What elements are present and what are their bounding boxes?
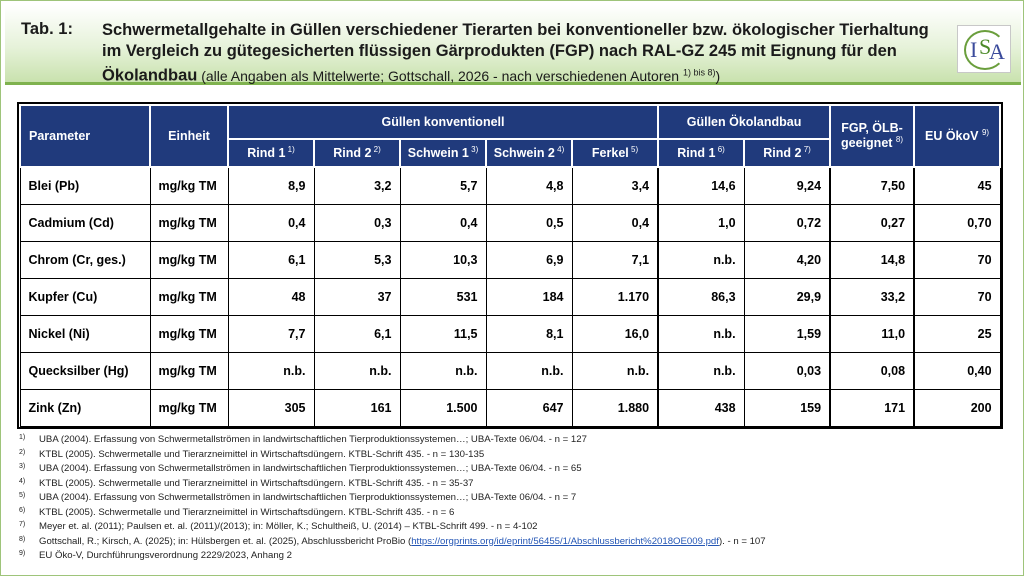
value-cell: 6,9 <box>486 241 572 278</box>
value-cell: 37 <box>314 278 400 315</box>
table-row <box>20 204 1000 241</box>
footnote: 8) Gottschall, R.; Kirsch, A. (2025); in: Hülsbergen et. al. (2025), Abschlussbericht ProBio (https://orgprints.org/id/eprint/56455/1/Abschlussbericht%2018OE009.pdf). - n = 107 <box>19 535 766 547</box>
value-cell: 14,8 <box>830 241 914 278</box>
footnote: 4) KTBL (2005). Schwermetalle und Tierarzneimittel in Wirtschaftsdüngern. KTBL-Schrift 435. - n = 35-37 <box>19 477 474 489</box>
value-cell: 86,3 <box>658 278 744 315</box>
title-header <box>5 5 1021 85</box>
value-cell: n.b. <box>486 352 572 389</box>
value-cell: n.b. <box>658 315 744 352</box>
value-cell: 6,1 <box>314 315 400 352</box>
title-note: (alle Angaben als Mittelwerte; Gottschall, 2026 - nach verschiedenen Autoren $^{1) bis 8)}$) <box>197 67 721 84</box>
isa-logo <box>957 25 1011 73</box>
value-cell: 1,59 <box>744 315 830 352</box>
value-cell: 6,1 <box>228 241 314 278</box>
unit-cell: mg/kg TM <box>150 315 228 352</box>
value-cell: 45 <box>914 167 1000 204</box>
value-cell: 159 <box>744 389 830 426</box>
value-cell: n.b. <box>572 352 658 389</box>
table-row <box>20 278 1000 315</box>
header-fgp: FGP, ÖLB-geeignet $^{8)}$ <box>830 105 914 167</box>
value-cell: 0,70 <box>914 204 1000 241</box>
footnote: 6) KTBL (2005). Schwermetalle und Tierarzneimittel in Wirtschaftsdüngern. KTBL-Schrift 435. - n = 6 <box>19 506 455 518</box>
header-column-5: Ferkel $^{5)}$ <box>572 139 658 167</box>
value-cell: 647 <box>486 389 572 426</box>
unit-cell: mg/kg TM <box>150 278 228 315</box>
value-cell: 438 <box>658 389 744 426</box>
footnote: 1) UBA (2004). Erfassung von Schwermetallströmen in landwirtschaftlichen Tierproduktionssystemen…; UBA-Texte 06/04. - n = 127 <box>19 434 587 445</box>
heavy-metal-table <box>19 104 1001 427</box>
value-cell: 25 <box>914 315 1000 352</box>
parameter-cell: Kupfer (Cu) <box>20 278 150 315</box>
table-row <box>20 389 1000 426</box>
header-einheit: Einheit <box>150 105 228 167</box>
value-cell: 8,9 <box>228 167 314 204</box>
header-eu-oekov: EU ÖkoV $^{9)}$ <box>914 105 1000 167</box>
value-cell: 0,4 <box>572 204 658 241</box>
unit-cell: mg/kg TM <box>150 241 228 278</box>
header-parameter: Parameter <box>20 105 150 167</box>
table-row <box>20 241 1000 278</box>
header-column-6: Rind 1 $^{6)}$ <box>658 139 744 167</box>
parameter-cell: Zink (Zn) <box>20 389 150 426</box>
value-cell: 7,50 <box>830 167 914 204</box>
value-cell: 4,8 <box>486 167 572 204</box>
unit-cell: mg/kg TM <box>150 389 228 426</box>
value-cell: 200 <box>914 389 1000 426</box>
value-cell: 11,0 <box>830 315 914 352</box>
header-group-konventionell: Güllen konventionell <box>228 105 658 139</box>
value-cell: 171 <box>830 389 914 426</box>
value-cell: 531 <box>400 278 486 315</box>
parameter-cell: Chrom (Cr, ges.) <box>20 241 150 278</box>
value-cell: 33,2 <box>830 278 914 315</box>
value-cell: 184 <box>486 278 572 315</box>
value-cell: 3,2 <box>314 167 400 204</box>
value-cell: 161 <box>314 389 400 426</box>
header-column-7: Rind 2 $^{7)}$ <box>744 139 830 167</box>
value-cell: 7,1 <box>572 241 658 278</box>
header-column-4: Schwein 2 $^{4)}$ <box>486 139 572 167</box>
value-cell: 14,6 <box>658 167 744 204</box>
table-row <box>20 167 1000 204</box>
parameter-cell: Nickel (Ni) <box>20 315 150 352</box>
value-cell: 29,9 <box>744 278 830 315</box>
value-cell: 70 <box>914 278 1000 315</box>
value-cell: 16,0 <box>572 315 658 352</box>
value-cell: 0,3 <box>314 204 400 241</box>
header-column-3: Schwein 1 $^{3)}$ <box>400 139 486 167</box>
unit-cell: mg/kg TM <box>150 352 228 389</box>
value-cell: 0,03 <box>744 352 830 389</box>
logo-letter-s: S <box>979 34 992 59</box>
title-bold: Schwermetallgehalte in Güllen verschiedener Tierarten bei konventioneller bzw. ökologischer Tierhaltung im Vergleich zu gütegesicherten flüssigen Gärprodukten (FGP) nach RAL-GZ 245 mit Eignung für den Ökolandbau <box>102 21 929 85</box>
value-cell: 0,4 <box>400 204 486 241</box>
value-cell: 305 <box>228 389 314 426</box>
value-cell: 0,4 <box>228 204 314 241</box>
value-cell: 0,27 <box>830 204 914 241</box>
value-cell: n.b. <box>314 352 400 389</box>
value-cell: 5,7 <box>400 167 486 204</box>
header-group-oekolandbau: Güllen Ökolandbau <box>658 105 830 139</box>
value-cell: 1,0 <box>658 204 744 241</box>
unit-cell: mg/kg TM <box>150 204 228 241</box>
value-cell: 5,3 <box>314 241 400 278</box>
parameter-cell: Blei (Pb) <box>20 167 150 204</box>
table-row <box>20 315 1000 352</box>
footnote-link[interactable]: https://orgprints.org/id/eprint/56455/1/Abschlussbericht%2018OE009.pdf <box>411 535 719 547</box>
value-cell: 1.170 <box>572 278 658 315</box>
value-cell: 4,20 <box>744 241 830 278</box>
footnote: 3) UBA (2004). Erfassung von Schwermetallströmen in landwirtschaftlichen Tierproduktionssystemen…; UBA-Texte 06/04. - n = 65 <box>19 463 582 474</box>
value-cell: 9,24 <box>744 167 830 204</box>
logo-letter-a: A <box>989 39 1005 64</box>
value-cell: 3,4 <box>572 167 658 204</box>
value-cell: 0,5 <box>486 204 572 241</box>
header-column-1: Rind 1 $^{1)}$ <box>228 139 314 167</box>
value-cell: 0,08 <box>830 352 914 389</box>
parameter-cell: Cadmium (Cd) <box>20 204 150 241</box>
value-cell: 1.880 <box>572 389 658 426</box>
value-cell: 8,1 <box>486 315 572 352</box>
footnote: 2) KTBL (2005). Schwermetalle und Tierarzneimittel in Wirtschaftsdüngern. KTBL-Schrift 435. - n = 130-135 <box>19 448 485 460</box>
value-cell: n.b. <box>228 352 314 389</box>
footnotes <box>19 433 1009 564</box>
value-cell: n.b. <box>658 241 744 278</box>
value-cell: 48 <box>228 278 314 315</box>
value-cell: 11,5 <box>400 315 486 352</box>
value-cell: n.b. <box>400 352 486 389</box>
value-cell: 0,40 <box>914 352 1000 389</box>
footnote: 5) UBA (2004). Erfassung von Schwermetallströmen in landwirtschaftlichen Tierproduktionssystemen…; UBA-Texte 06/04. - n = 7 <box>19 492 577 503</box>
value-cell: 0,72 <box>744 204 830 241</box>
value-cell: 7,7 <box>228 315 314 352</box>
footnote: 9) EU Öko-V, Durchführungsverordnung 2229/2023, Anhang 2 <box>19 550 292 561</box>
table-row <box>20 352 1000 389</box>
logo-letter-i: I <box>970 37 978 62</box>
parameter-cell: Quecksilber (Hg) <box>20 352 150 389</box>
value-cell: 70 <box>914 241 1000 278</box>
footnote: 7) Meyer et. al. (2011); Paulsen et. al. (2011)/(2013); in: Möller, K.; Schultheiß, U. (2014) – KTBL-Schrift 499. - n = 4-102 <box>19 521 538 532</box>
value-cell: n.b. <box>658 352 744 389</box>
value-cell: 10,3 <box>400 241 486 278</box>
value-cell: 1.500 <box>400 389 486 426</box>
header-column-2: Rind 2 $^{2)}$ <box>314 139 400 167</box>
table-number: Tab. 1: <box>21 20 73 38</box>
table-title <box>102 20 952 87</box>
unit-cell: mg/kg TM <box>150 167 228 204</box>
